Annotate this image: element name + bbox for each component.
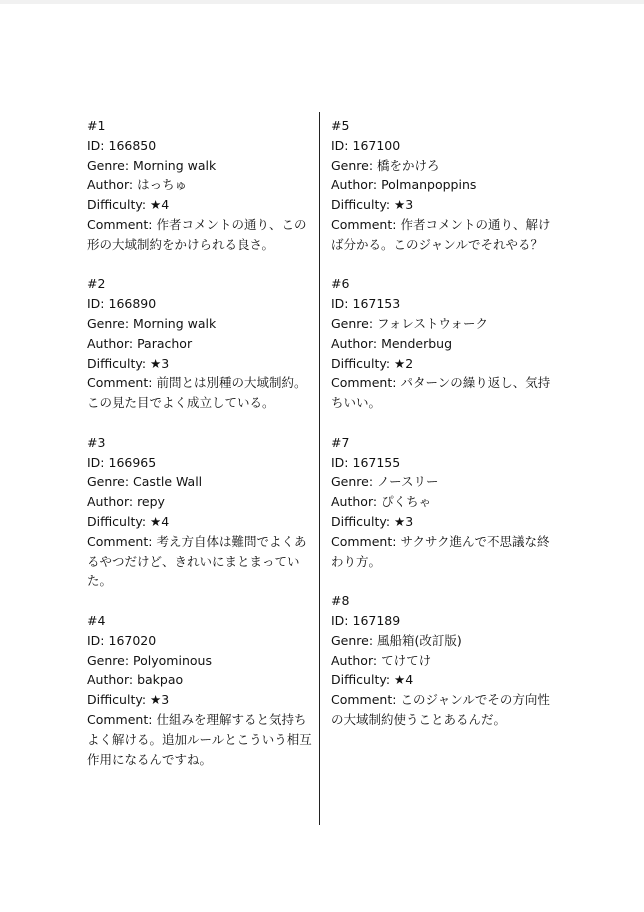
puzzle-entry-7 [331,433,556,572]
difficulty-label: Difficulty: [331,197,395,213]
id-value: 167100 [352,137,401,153]
id-value: 167020 [108,632,157,648]
puzzle-entry-2 [87,274,312,413]
genre-label: Genre: [331,632,378,648]
comment-label: Comment: [331,216,401,232]
entry-author [87,334,312,354]
entry-number: #8 [331,593,350,609]
difficulty-label: Difficulty: [87,692,151,708]
entry-id [87,453,312,473]
genre-label: Genre: [331,474,378,490]
entry-difficulty [331,512,556,532]
author-value: repy [137,494,165,510]
entry-genre [331,314,556,334]
genre-value: Castle Wall [133,474,203,490]
entry-id [331,453,556,473]
genre-value: Morning walk [133,157,217,173]
entry-genre [87,651,312,671]
comment-label: Comment: [87,216,157,232]
entry-difficulty [331,354,556,374]
entry-author [331,334,556,354]
difficulty-value: ★4 [394,672,414,688]
id-value: 166850 [108,137,157,153]
puzzle-entry-4 [87,611,312,769]
entry-comment [331,373,556,413]
id-label: ID: [87,296,109,312]
id-value: 166965 [108,454,157,470]
left-column [87,116,312,789]
column-divider [319,112,320,825]
author-value: Polmanpoppins [381,177,477,193]
comment-value: サクサク進んで不思議な終わり方。 [331,533,550,569]
id-value: 167153 [352,296,401,312]
top-band [0,0,644,4]
comment-value: 考え方自体は難問でよくあるやつだけど、きれいにまとまっていた。 [87,533,307,589]
entry-author [331,651,556,671]
author-value: Menderbug [381,335,453,351]
entry-comment [331,532,556,572]
comment-label: Comment: [87,533,157,549]
difficulty-value: ★3 [394,197,414,213]
difficulty-value: ★2 [394,355,414,371]
entry-number: #4 [87,612,106,628]
entry-genre [87,156,312,176]
entry-comment [331,690,556,730]
entry-difficulty [331,670,556,690]
comment-value: 前問とは別種の大域制約。この見た目でよく成立している。 [87,375,307,411]
entry-genre [331,631,556,651]
genre-label: Genre: [87,474,134,490]
entry-genre [331,472,556,492]
puzzle-entry-6 [331,274,556,413]
author-value: bakpao [137,672,184,688]
entry-author [331,492,556,512]
entry-comment [87,710,312,769]
genre-label: Genre: [87,315,134,331]
id-value: 167155 [352,454,401,470]
comment-value: 作者コメントの通り、解けば分かる。このジャンルでそれやる？ [331,216,551,252]
entry-number: #5 [331,118,350,133]
comment-value: パターンの繰り返し、気持ちいい。 [331,375,551,411]
entry-genre [87,472,312,492]
right-column [331,116,556,750]
entry-comment [87,215,312,255]
puzzle-entry-3 [87,433,312,591]
difficulty-value: ★4 [150,197,170,213]
author-label: Author: [331,494,382,510]
genre-value: 風船箱(改訂版) [377,632,462,648]
author-label: Author: [87,335,138,351]
entry-genre [87,314,312,334]
genre-label: Genre: [331,315,378,331]
id-label: ID: [87,137,109,153]
difficulty-label: Difficulty: [331,513,395,529]
entry-id [87,294,312,314]
puzzle-entry-1 [87,116,312,255]
comment-label: Comment: [331,375,401,391]
entry-id [331,611,556,631]
entry-number: #7 [331,434,350,450]
entry-id [331,294,556,314]
entry-comment [87,532,312,591]
id-label: ID: [331,137,353,153]
entry-author [331,175,556,195]
genre-label: Genre: [87,652,134,668]
puzzle-entry-8 [331,591,556,730]
author-value: ぴくちゃ [381,494,432,510]
genre-value: Polyominous [133,652,212,668]
entry-comment [331,215,556,255]
genre-value: フォレストウォーク [377,315,489,331]
entry-difficulty [87,512,312,532]
author-label: Author: [331,177,382,193]
id-label: ID: [331,454,353,470]
author-label: Author: [87,177,138,193]
entry-difficulty [87,195,312,215]
difficulty-label: Difficulty: [331,672,395,688]
id-value: 166890 [108,296,157,312]
comment-value: 作者コメントの通り、この形の大域制約をかけられる良さ。 [87,216,307,252]
entry-genre [331,156,556,176]
entry-comment [87,373,312,413]
entry-id [87,631,312,651]
author-value: はっちゅ [137,177,188,193]
entry-number: #1 [87,118,106,133]
comment-label: Comment: [87,375,157,391]
comment-label: Comment: [87,711,157,727]
id-label: ID: [331,296,353,312]
difficulty-label: Difficulty: [87,513,151,529]
entry-author [87,670,312,690]
author-value: Parachor [137,335,193,351]
difficulty-value: ★4 [150,513,170,529]
entry-number: #6 [331,276,350,292]
author-label: Author: [87,672,138,688]
difficulty-value: ★3 [150,692,170,708]
genre-value: Morning walk [133,315,217,331]
id-value: 167189 [352,612,401,628]
puzzle-entry-5 [331,116,556,255]
entry-number: #3 [87,434,106,450]
id-label: ID: [87,454,109,470]
author-label: Author: [331,652,382,668]
difficulty-label: Difficulty: [87,197,151,213]
genre-label: Genre: [87,157,134,173]
entry-difficulty [87,690,312,710]
author-label: Author: [331,335,382,351]
difficulty-value: ★3 [394,513,414,529]
comment-label: Comment: [331,692,401,708]
entry-id [87,136,312,156]
comment-value: このジャンルでその方向性の大域制約使うことあるんだ。 [331,692,550,727]
difficulty-value: ★3 [150,355,170,371]
entry-difficulty [87,354,312,374]
entry-difficulty [331,195,556,215]
difficulty-label: Difficulty: [87,355,151,371]
difficulty-label: Difficulty: [331,355,395,371]
entry-number: #2 [87,276,106,292]
genre-label: Genre: [331,157,378,173]
genre-value: 橋をかけろ [377,157,440,173]
entry-author [87,175,312,195]
comment-label: Comment: [331,533,401,549]
id-label: ID: [87,632,109,648]
comment-value: 仕組みを理解すると気持ちよく解ける。追加ルールとこういう相互作用になるんですね。 [87,711,312,767]
entry-id [331,136,556,156]
genre-value: ノースリー [377,474,439,490]
entry-author [87,492,312,512]
author-label: Author: [87,494,138,510]
author-value: てけてけ [381,652,432,668]
id-label: ID: [331,612,353,628]
